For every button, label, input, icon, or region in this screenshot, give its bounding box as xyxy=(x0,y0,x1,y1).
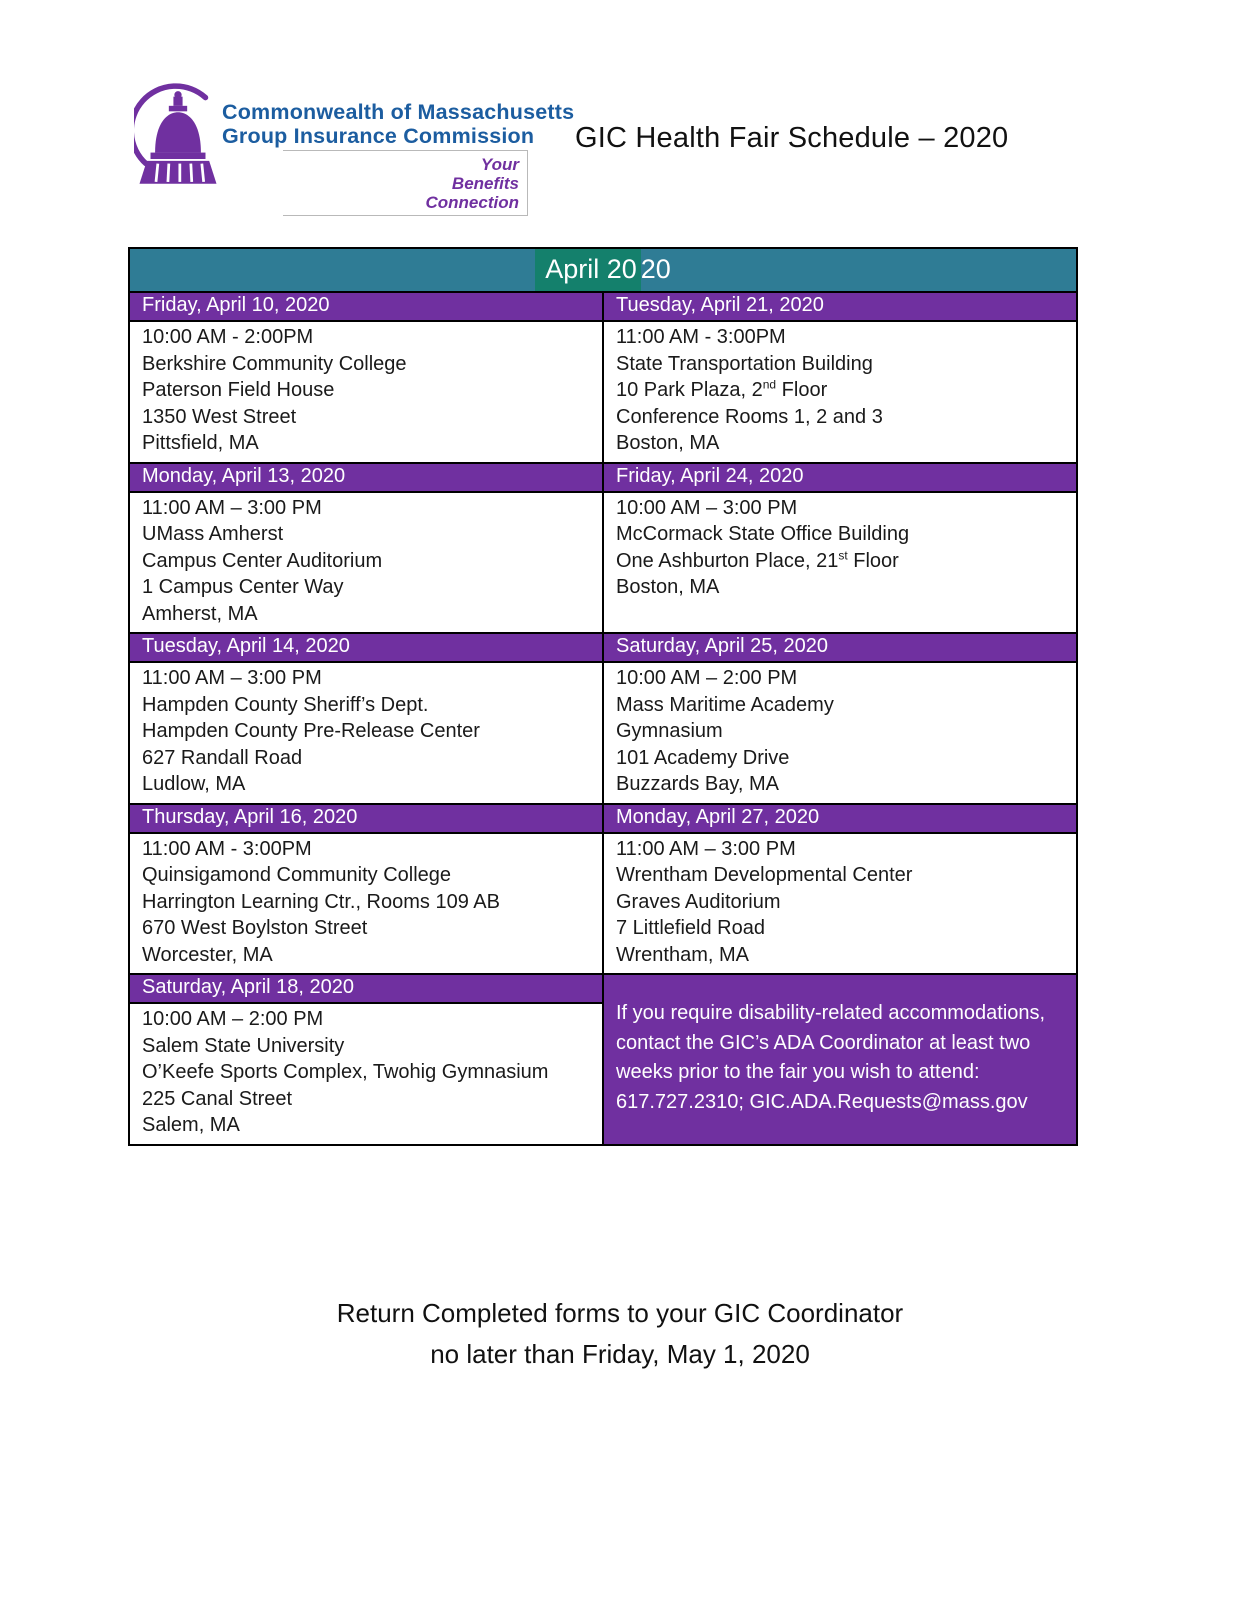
event-detail-line: Gymnasium xyxy=(616,720,723,742)
footer-line1: Return Completed forms to your GIC Coordinator xyxy=(336,1298,904,1328)
event-date-header: Friday, April 10, 2020 xyxy=(129,292,603,321)
event-detail-line: 1 Campus Center Way xyxy=(142,576,344,598)
event-detail-line: State Transportation Building xyxy=(616,352,873,375)
event-detail-line: 11:00 AM - 3:00PM xyxy=(142,837,312,860)
event-detail-line: McCormack State Office Building xyxy=(616,523,910,545)
event-date-header: Saturday, April 18, 2020 xyxy=(129,974,603,1003)
event-detail-line: 10:00 AM – 2:00 PM xyxy=(142,1008,324,1030)
event-detail-line: 10:00 AM – 3:00 PM xyxy=(616,496,798,519)
event-detail-line: Boston, MA xyxy=(616,432,720,454)
event-date-header: Thursday, April 16, 2020 xyxy=(129,804,603,833)
event-detail-line: Salem, MA xyxy=(142,1114,240,1136)
event-date-header: Friday, April 24, 2020 xyxy=(603,463,1077,492)
event-details xyxy=(129,492,603,634)
event-detail-line: 1350 West Street xyxy=(142,405,297,428)
event-detail-line: Buzzards Bay, MA xyxy=(616,773,780,795)
event-detail-line: 11:00 AM - 3:00PM xyxy=(616,326,786,348)
ada-notice: If you require disability-related accommodations, contact the GIC’s ADA Coordinator at least two weeks prior to the fair you wish to attend: 617.727.2310; GIC.ADA.Requests@mass.gov xyxy=(603,974,1077,1145)
logo-tagline-line3: Connection xyxy=(425,193,519,212)
event-details xyxy=(129,662,603,804)
logo-org-line2: Group Insurance Commission xyxy=(222,124,535,148)
event-details xyxy=(129,321,603,463)
event-date-header: Tuesday, April 14, 2020 xyxy=(129,633,603,662)
event-detail-line: 627 Randall Road xyxy=(142,746,303,769)
event-detail-line: Quinsigamond Community College xyxy=(142,864,452,886)
event-details xyxy=(603,833,1077,975)
event-detail-line: 7 Littlefield Road xyxy=(616,917,765,939)
event-detail-line: Hampden County Sheriff’s Dept. xyxy=(142,693,429,716)
event-detail-line: Wrentham, MA xyxy=(616,943,749,966)
event-detail-line: O’Keefe Sports Complex, Twohig Gymnasium xyxy=(142,1061,549,1083)
event-details xyxy=(603,492,1077,634)
event-detail-line: Wrentham Developmental Center xyxy=(616,864,913,886)
event-detail-line: 225 Canal Street xyxy=(142,1087,293,1110)
footer-instruction xyxy=(0,1293,1240,1375)
event-detail-line: Salem State University xyxy=(142,1034,345,1057)
event-detail-line: Worcester, MA xyxy=(142,943,273,966)
event-date-header: Monday, April 13, 2020 xyxy=(129,463,603,492)
event-detail-line: 11:00 AM – 3:00 PM xyxy=(142,667,322,689)
event-detail-line: Conference Rooms 1, 2 and 3 xyxy=(616,405,883,428)
event-detail-line: Amherst, MA xyxy=(142,602,258,625)
event-date-header: Tuesday, April 21, 2020 xyxy=(603,292,1077,321)
event-detail-line: 11:00 AM – 3:00 PM xyxy=(616,837,796,860)
logo-tagline xyxy=(283,150,528,216)
event-details xyxy=(129,1003,603,1145)
month-banner-highlight: April 20 xyxy=(535,249,641,291)
event-detail-line: One Ashburton Place, 21st Floor xyxy=(616,547,899,572)
month-banner xyxy=(129,248,1077,292)
logo-tagline-line2: Benefits xyxy=(451,174,519,193)
event-detail-line: Boston, MA xyxy=(616,576,720,598)
month-banner-rest: 20 xyxy=(640,254,671,284)
event-detail-line: 101 Academy Drive xyxy=(616,746,790,769)
event-detail-line: 10:00 AM - 2:00PM xyxy=(142,326,314,348)
event-detail-line: Berkshire Community College xyxy=(142,352,407,375)
event-details xyxy=(129,833,603,975)
schedule-table xyxy=(128,247,1078,1146)
event-detail-line: Hampden County Pre-Release Center xyxy=(142,720,480,742)
event-detail-line: 10 Park Plaza, 2nd Floor xyxy=(616,377,828,401)
page-title: GIC Health Fair Schedule – 2020 xyxy=(575,122,1009,154)
event-detail-line: UMass Amherst xyxy=(142,523,284,545)
event-date-header: Monday, April 27, 2020 xyxy=(603,804,1077,833)
event-detail-line: Pittsfield, MA xyxy=(142,432,259,454)
event-details xyxy=(603,321,1077,463)
event-detail-line: 670 West Boylston Street xyxy=(142,917,368,939)
event-detail-line: Mass Maritime Academy xyxy=(616,693,834,716)
event-detail-line: 10:00 AM – 2:00 PM xyxy=(616,667,798,689)
event-detail-line: Campus Center Auditorium xyxy=(142,549,383,572)
event-detail-line: Harrington Learning Ctr., Rooms 109 AB xyxy=(142,890,500,913)
event-detail-line: Paterson Field House xyxy=(142,379,335,401)
event-detail-line: 11:00 AM – 3:00 PM xyxy=(142,496,322,519)
event-date-header: Saturday, April 25, 2020 xyxy=(603,633,1077,662)
event-details xyxy=(603,662,1077,804)
capitol-dome-icon xyxy=(134,78,222,196)
logo-tagline-line1: Your xyxy=(480,155,519,174)
event-detail-line: Graves Auditorium xyxy=(616,890,781,913)
footer-line2: no later than Friday, May 1, 2020 xyxy=(430,1339,810,1369)
logo-org-name xyxy=(222,100,574,148)
event-detail-line: Ludlow, MA xyxy=(142,773,246,795)
logo-org-line1: Commonwealth of Massachusetts xyxy=(222,100,575,124)
